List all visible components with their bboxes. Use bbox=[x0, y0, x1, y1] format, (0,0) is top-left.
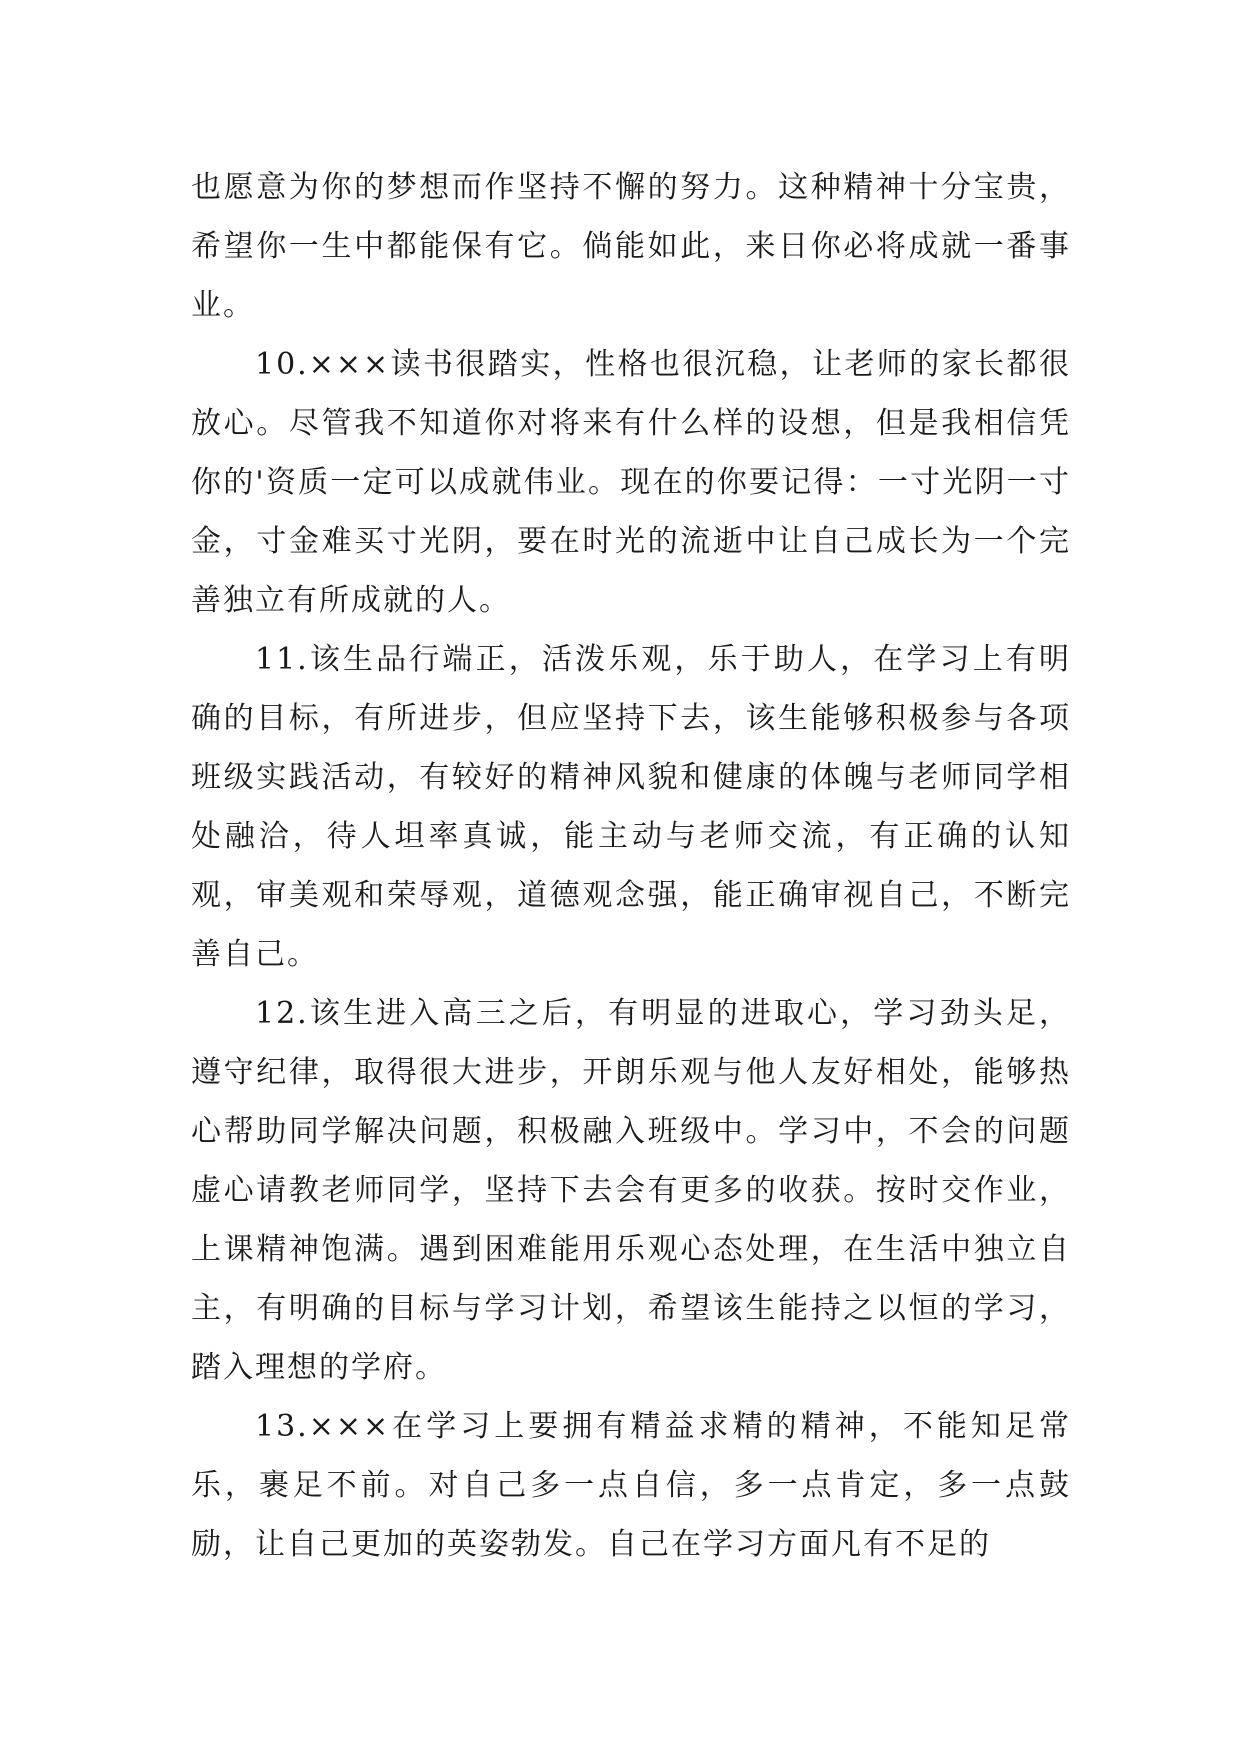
paragraph-continuation: 也愿意为你的梦想而作坚持不懈的努力。这种精神十分宝贵，希望你一生中都能保有它。倘能如此，来日你必将成就一番事业。 bbox=[191, 170, 1071, 323]
paragraph-comment-10: 10.×××读书很踏实，性格也很沉稳，让老师的家长都很放心。尽管我不知道你对将来有什么样的设想，但是我相信凭你的'资质一定可以成就伟业。现在的你要记得：一寸光阴一寸金，寸金难买寸光阴，要在时光的流逝中让自己成长为一个完善独立有所成就的人。 bbox=[191, 347, 1071, 618]
paragraph-comment-12: 12.该生进入高三之后，有明显的进取心，学习劲头足，遵守纪律，取得很大进步，开朗乐观与他人友好相处，能够热心帮助同学解决问题，积极融入班级中。学习中，不会的问题虚心请教老师同学，坚持下去会有更多的收获。按时交作业，上课精神饱满。遇到困难能用乐观心态处理，在生活中独立自主，有明确的目标与学习计划，希望该生能持之以恒的学习，踏入理想的学府。 bbox=[191, 996, 1071, 1385]
document-body bbox=[191, 158, 1071, 1574]
paragraph-comment-13: 13.×××在学习上要拥有精益求精的精神，不能知足常乐，裹足不前。对自己多一点自信，多一点肯定，多一点鼓励，让自己更加的英姿勃发。自己在学习方面凡有不足的 bbox=[191, 1409, 1071, 1562]
paragraph-comment-11: 11.该生品行端正，活泼乐观，乐于助人，在学习上有明确的目标，有所进步，但应坚持下去，该生能够积极参与各项班级实践活动，有较好的精神风貌和健康的体魄与老师同学相处融洽，待人坦率真诚，能主动与老师交流，有正确的认知观，审美观和荣辱观，道德观念强，能正确审视自己，不断完善自己。 bbox=[191, 642, 1071, 972]
